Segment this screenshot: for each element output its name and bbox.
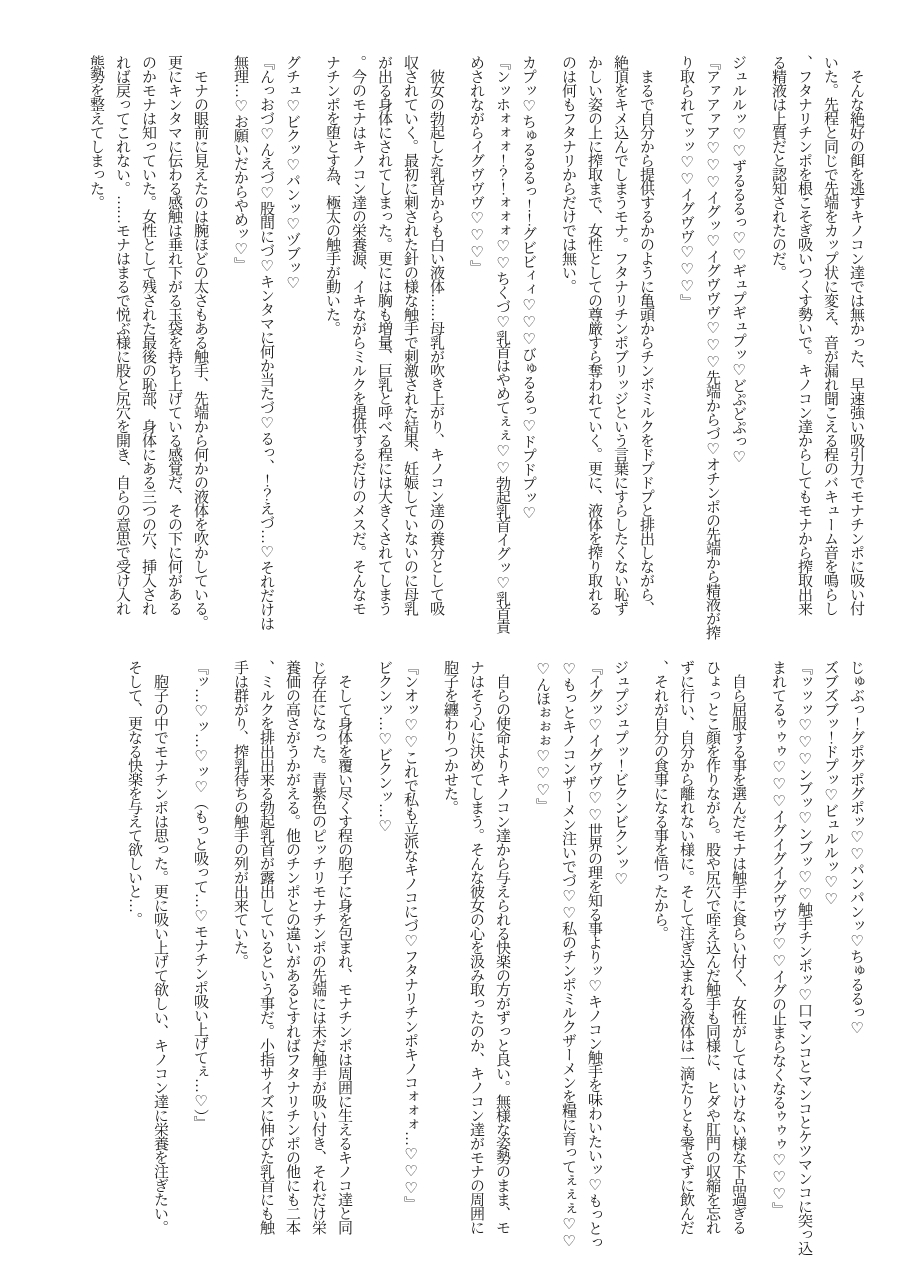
- text-column: る精液は上質だと認知されたのだ。: [770, 55, 786, 279]
- text-column: 『ンオッ♡♡これで私も立派なキノコにづ♡フタナリチンポキノコォォォ…♡♡♡』: [402, 660, 418, 1210]
- text-column: 更にキンタマに伝わる感触は垂れ下がる玉袋を持ち上げている感覚だ、その下に何がある: [166, 55, 182, 615]
- text-column: ナチンポを堕とす為、極太の触手が動いた。: [324, 55, 340, 335]
- text-column: 『イグッ♡イグヴヴ♡♡世界の理を知る事よりッ♡キノコン触手を味わいたいッ♡もっとっ: [586, 660, 602, 1249]
- column-gap: [423, 660, 437, 1282]
- text-column: ナはそう心に決めてしまう。そんな彼女の心を汲み取ったのか、キノコン達がモナの周囲に: [468, 660, 484, 1234]
- text-block-top: [83, 55, 869, 639]
- text-column: 彼女の勃起した乳首からも白い液体……母乳が吹き上がり、キノコン達の養分として吸: [428, 55, 444, 615]
- column-gap: [751, 55, 765, 633]
- column-gap: [449, 55, 463, 633]
- text-column: いた。先程と同じで先端をカップ状に変え、音が漏れ聞こえる程のバキューム音を鳴らし: [822, 55, 838, 615]
- text-column: 胞子の中でモナチンポは思った。更に吸い上げて欲しい、キノコン達に栄養を注ぎたい。: [152, 660, 168, 1234]
- text-column: ビクンッ…♡ビクンッ…♡: [376, 660, 392, 834]
- column-gap: [541, 55, 555, 633]
- text-column: のかモナは知っていた。女性として残された最後の恥部、身体にある三つの穴、挿入され: [140, 55, 156, 615]
- text-column: 。今のモナはキノコン達の栄養源、イキながらミルクを提供するだけのメスだ。そんなモ: [350, 55, 366, 615]
- column-gap: [213, 660, 227, 1282]
- text-column: れば戻ってこれない。……モナはまるで悦ぶ様に股と尻穴を開き、自らの意思で受け入れ: [114, 55, 130, 615]
- text-column: まれてるゥゥゥ♡♡♡イグイグイグヴヴヴ♡♡イグの止まらなくなるゥゥゥ♡♡♡』: [770, 660, 786, 1216]
- text-column: が出る身体にされてしまった。更には胸も増量、巨乳と呼べる程には大きくされてしまう: [376, 55, 392, 615]
- text-column: モナの眼前に見えたのは腕ほどの太さもある触手、先端から何かの液体を吹かしている。: [192, 55, 208, 629]
- text-column: 自ら屈服する事を選んだモナは触手に食らい付く、女性がしてはいけない様な下品過ぎる: [730, 660, 746, 1234]
- text-column: 態勢を整えてしまった。: [88, 55, 104, 209]
- text-column: ずに行い、自分から離れない様に。そして注ぎ込まれる液体は一滴たりとも零さずに飲んだ: [678, 660, 694, 1234]
- text-block-bottom: [121, 660, 869, 1282]
- column-gap: [357, 660, 371, 1282]
- text-column: そんな絶好の餌を逃すキノコン達では無かった、早速強い吸引力でモナチンポに吸い付: [848, 55, 864, 615]
- column-gap: [659, 55, 673, 633]
- text-column: まるで自分から提供するかのように亀頭からチンポミルクをドプドプと排出しながら、: [638, 55, 654, 615]
- text-column: 『ッ…♡ッ…♡ッ♡（もっと吸って…♡モナチンポ吸い上げてぇ…♡）』: [192, 660, 208, 1130]
- text-column: 養価の高さがうかがえる。他のチンポとの違いがあるとすればフタナリチンポの他にも二本: [284, 660, 300, 1234]
- text-column: 『ンッホォォォ！？！ォォォ♡♡ちくづ♡乳首はやめてぇぇ♡♡勃起乳首イグッ♡乳首責: [494, 55, 510, 633]
- text-column: 絶頂をキメ込んでしまうモナ。フタナリチンポブリッジという言葉にすらしたくない恥ず: [612, 55, 628, 615]
- text-column: 、フタナリチンポを根こそぎ吸いつくす勢いで。キノコン達からしてもモナから搾取出来: [796, 55, 812, 615]
- text-column: 『ッッッ♡♡♡ンブッ♡ンブッ♡♡触手チンポッ♡口マンコとマンコとケツマンコに突っ込: [796, 660, 812, 1255]
- text-column: のは何もフタナリからだけでは無い。: [560, 55, 576, 293]
- text-column: かしい姿の上に搾取まで、女性としての尊厳すら奪われていく。更に、液体を搾り取れる: [586, 55, 602, 615]
- text-column: 収されていく。最初に刺された針の様な触手で刺激された結果、妊娠していないのに母乳: [402, 55, 418, 615]
- text-column: 、ミルクを排出出来る勃起乳首が露出しているという事だ。小指サイズに伸びた乳首にも触: [258, 660, 274, 1234]
- text-column: グチュ♡ビクッ♡パンッ♡ヅブッ♡: [284, 55, 300, 291]
- text-column: ジュルルッ♡♡ずるるるっ♡♡ギュプギュプッ♡どぷどぷっ♡: [730, 55, 746, 465]
- text-column: 無理…♡お願いだからやめッ♡』: [232, 55, 248, 271]
- text-column: 胞子を纏わりつかせた。: [442, 660, 458, 814]
- text-column: 『んっおづ♡んえづ♡股間にづ♡キンタマに何か当たづ♡るっ、！？えづ…♡それだけは: [258, 55, 274, 630]
- text-column: ズブズブッ！ドプッ♡ビュルルッ♡♡: [822, 660, 838, 907]
- column-gap: [213, 55, 227, 633]
- text-column: ジュプジュプッ！ビクンビクンッ♡: [612, 660, 628, 887]
- column-gap: [305, 55, 319, 633]
- text-column: り取られてッッ♡♡イグヴヴ♡♡♡』: [678, 55, 694, 308]
- text-column: 、それが自分の食事になる事を悟ったから。: [652, 660, 668, 940]
- text-column: 自らの使命よりキノコン達から与えられる快楽の方がずっと良い。無様な姿勢のまま、モ: [494, 660, 510, 1234]
- column-gap: [515, 660, 529, 1282]
- column-gap: [633, 660, 647, 1282]
- column-gap: [751, 660, 765, 1282]
- text-column: そして、更なる快楽を与えて欲しいと…。: [126, 660, 142, 926]
- text-column: ♡もっとキノコンザーメン注いでづ♡♡私のチンポミルクザーメンを糧に育ってぇぇぇ♡♡: [560, 660, 576, 1249]
- text-column: そして身体を覆い尽くす程の胞子に身を包まれ、モナチンポは周囲に生えるキノコ達と同: [336, 660, 352, 1234]
- text-column: めされながらイグヴヴヴ♡♡♡』: [468, 55, 484, 274]
- text-column: カプッ♡ちゅるるるっ！！グビビィィ♡♡♡びゅるるっ♡ドプドプッ♡: [520, 55, 536, 521]
- text-column: じ存在になった。青紫色のピッチリモナチンポの先端には未だ触手が吸い付き、それだけ栄: [310, 660, 326, 1234]
- column-gap: [173, 660, 187, 1282]
- text-column: ♡んほぉぉぉ♡♡♡』: [534, 660, 550, 812]
- text-column: ひょっとこ顔を作りながら。股や尻穴で咥え込んだ触手も同様に、ヒダや肛門の収縮を忘れ: [704, 660, 720, 1234]
- text-column: 手は群がり、搾乳待ちの触手の列が出来ていた。: [232, 660, 248, 968]
- text-column: 『アァアァア♡♡♡イグッ♡イグヴヴヴ♡♡♡先端からづ♡オチンポの先端から精液が搾: [704, 55, 720, 639]
- text-column: じゅぶっ！グポグポグポッ♡♡パンパンッ♡ちゅるるっ♡: [848, 660, 864, 1036]
